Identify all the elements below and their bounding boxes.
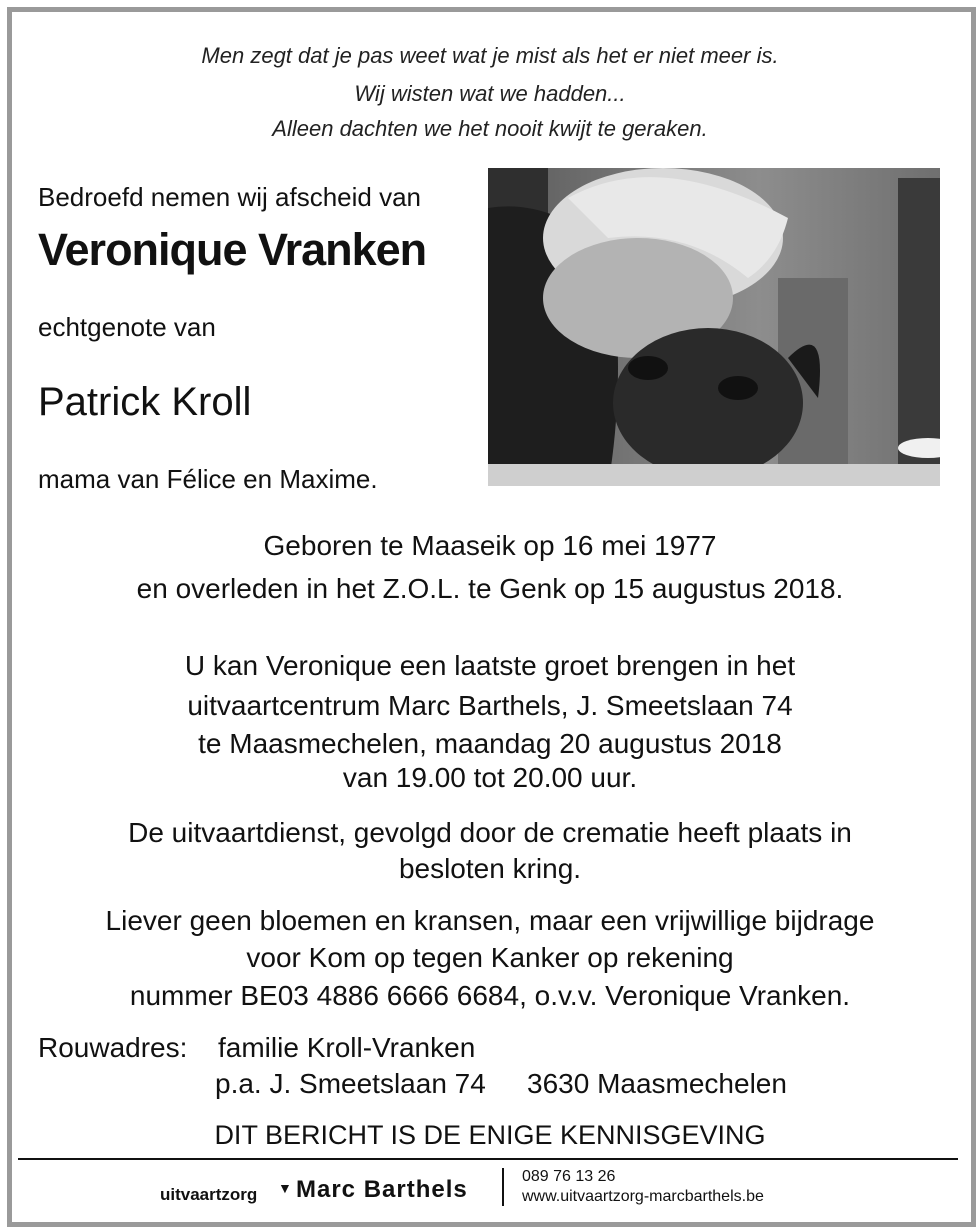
intro-text: Bedroefd nemen wij afscheid van bbox=[38, 182, 422, 212]
notice-statement: DIT BERICHT IS DE ENIGE KENNISGEVING bbox=[214, 1120, 766, 1150]
footer-phone: 089 76 13 26 bbox=[522, 1168, 616, 1185]
triangle-icon: ▼ bbox=[278, 1180, 292, 1196]
quote-line-2: Wij wisten wat we hadden... bbox=[354, 81, 626, 106]
children-text: mama van Félice en Maxime. bbox=[38, 464, 378, 494]
address-city: 3630 Maasmechelen bbox=[527, 1068, 787, 1099]
donation-line-2: voor Kom op tegen Kanker op rekening bbox=[246, 942, 734, 973]
footer-brand: Marc Barthels bbox=[296, 1176, 468, 1203]
donation-line-3: nummer BE03 4886 6666 6684, o.v.v. Veronique Vranken. bbox=[129, 980, 851, 1011]
quote-line-3: Alleen dachten we het nooit kwijt te geraken. bbox=[272, 116, 708, 141]
footer-website[interactable]: www.uitvaartzorg-marcbarthels.be bbox=[522, 1188, 764, 1205]
address-family: familie Kroll-Vranken bbox=[218, 1032, 476, 1063]
birth-line: Geboren te Maaseik op 16 mei 1977 bbox=[263, 530, 717, 561]
visitation-line-3: te Maasmechelen, maandag 20 augustus 2018 bbox=[198, 728, 782, 759]
visitation-line-1: U kan Veronique een laatste groet brengen in het bbox=[184, 650, 796, 681]
relation-text: echtgenote van bbox=[38, 312, 216, 342]
service-line-1: De uitvaartdienst, gevolgd door de crematie heeft plaats in bbox=[128, 817, 852, 848]
portrait-photo bbox=[488, 168, 940, 486]
footer-prefix: uitvaartzorg bbox=[160, 1185, 258, 1204]
service-line-2: besloten kring. bbox=[398, 853, 582, 884]
death-line: en overleden in het Z.O.L. te Genk op 15 augustus 2018. bbox=[136, 573, 844, 604]
address-label: Rouwadres: bbox=[38, 1032, 188, 1063]
visitation-line-2: uitvaartcentrum Marc Barthels, J. Smeetslaan 74 bbox=[187, 690, 793, 721]
footer-divider bbox=[18, 1158, 958, 1160]
spouse-name: Patrick Kroll bbox=[38, 380, 252, 424]
deceased-name: Veronique Vranken bbox=[38, 224, 427, 275]
visitation-line-4: van 19.00 tot 20.00 uur. bbox=[342, 762, 638, 793]
donation-line-1: Liever geen bloemen en kransen, maar een vrijwillige bijdrage bbox=[105, 905, 875, 936]
quote-line-1: Men zegt dat je pas weet wat je mist als het er niet meer is. bbox=[201, 43, 779, 68]
footer-separator bbox=[502, 1168, 504, 1206]
address-street: p.a. J. Smeetslaan 74 bbox=[215, 1068, 486, 1099]
